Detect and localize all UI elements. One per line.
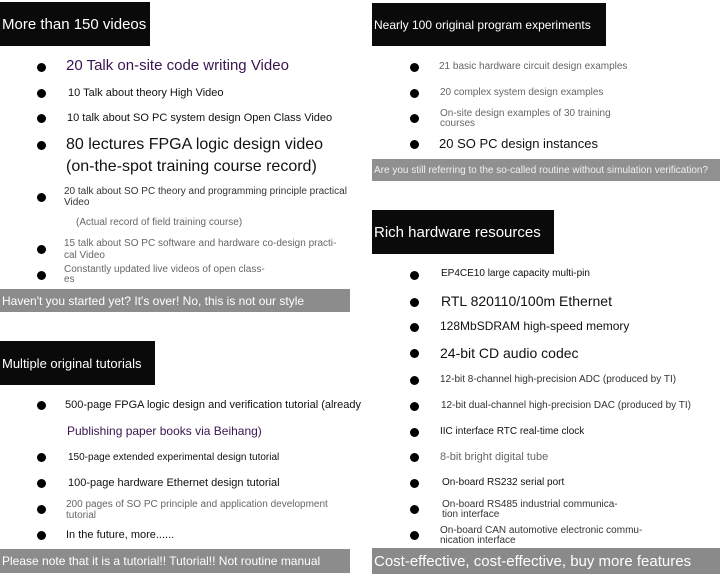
list-item-continuation: (on-the-spot training course record) [66, 158, 317, 175]
list-item-continuation: nication interface [440, 535, 516, 546]
bullet-icon [410, 531, 419, 540]
list-item: 8-bit bright digital tube [440, 451, 549, 463]
list-item: On-board CAN automotive electronic commu- [440, 525, 643, 536]
list-item: 128MbSDRAM high-speed memory [440, 319, 630, 333]
bullet-icon [37, 89, 46, 98]
list-item-continuation: Publishing paper books via Beihang) [67, 424, 262, 438]
list-item: 12-bit 8-channel high-precision ADC (produced by TI) [440, 374, 677, 385]
list-item: IIC interface RTC real-time clock [440, 426, 585, 437]
bullet-icon [37, 245, 46, 254]
left-banner-bottom [0, 549, 350, 573]
bullet-icon [37, 479, 46, 488]
list-item: 150-page extended experimental design tutorial [68, 452, 280, 463]
bullet-icon [410, 349, 419, 358]
bullet-icon [410, 63, 419, 72]
bullet-icon [37, 505, 46, 514]
list-item: 21 basic hardware circuit design examples [439, 61, 628, 72]
right-banner-bottom-text: Cost-effective, cost-effective, buy more features [374, 552, 692, 570]
bullet-icon [37, 531, 46, 540]
right-banner-bottom [372, 548, 720, 574]
tutorials-header-label: Multiple original tutorials [2, 355, 142, 371]
bullet-icon [410, 505, 419, 514]
videos-header [0, 2, 150, 46]
bullet-icon [410, 479, 419, 488]
list-item: EP4CE10 large capacity multi-pin [441, 268, 590, 279]
bullet-icon [37, 63, 46, 72]
bullet-icon [410, 140, 419, 149]
bullet-icon [37, 453, 46, 462]
bullet-icon [410, 114, 419, 123]
videos-header-label: More than 150 videos [2, 15, 147, 33]
bullet-icon [37, 271, 46, 280]
list-item: 15 talk about SO PC software and hardware co-design practi- [64, 238, 337, 249]
list-item: 20 SO PC design instances [439, 136, 598, 151]
list-item: 24-bit CD audio codec [440, 345, 579, 361]
bullet-icon [37, 401, 46, 410]
experiments-header-label: Nearly 100 original program experiments [374, 17, 591, 32]
list-item-continuation: courses [440, 118, 476, 129]
bullet-icon [410, 402, 419, 411]
bullet-icon [37, 141, 46, 150]
list-item: 80 lectures FPGA logic design video [66, 136, 324, 153]
right-banner-top-text: Are you still referring to the so-called routine without simulation verification? [374, 164, 709, 176]
bullet-icon [37, 193, 46, 202]
list-item-continuation: es [64, 274, 75, 285]
left-banner-top-text: Haven't you started yet? It's over! No, this is not our style [2, 293, 305, 308]
list-item: 20 Talk on-site code writing Video [66, 57, 289, 74]
list-item: 100-page hardware Ethernet design tutorial [68, 477, 280, 489]
list-item: On-board RS232 serial port [442, 477, 565, 488]
list-item: 200 pages of SO PC principle and application development [66, 499, 328, 510]
bullet-icon [410, 453, 419, 462]
right-banner-top [372, 159, 720, 181]
bullet-icon [410, 89, 419, 98]
list-item: 20 talk about SO PC theory and programming principle practical [64, 186, 347, 197]
bullet-icon [410, 271, 419, 280]
list-item-continuation: tion interface [442, 509, 500, 520]
list-item: On-board RS485 industrial communica- [442, 499, 618, 510]
experiments-header [372, 3, 606, 46]
list-item: 10 talk about SO PC system design Open Class Video [67, 112, 333, 124]
list-item: 10 Talk about theory High Video [68, 87, 224, 99]
list-note: (Actual record of field training course) [76, 217, 243, 228]
list-item-continuation: Video [64, 197, 90, 208]
list-item: On-site design examples of 30 training [440, 108, 611, 119]
list-item: 12-bit dual-channel high-precision DAC (produced by TI) [441, 400, 691, 411]
left-banner-top [0, 289, 350, 312]
list-item: RTL 820110/100m Ethernet [441, 293, 612, 309]
list-item-continuation: cal Video [64, 250, 105, 261]
list-item: 20 complex system design examples [440, 87, 604, 98]
list-item: 500-page FPGA logic design and verification tutorial (already [65, 399, 361, 411]
list-item: Constantly updated live videos of open class- [64, 264, 265, 275]
bullet-icon [37, 114, 46, 123]
list-item: In the future, more...... [66, 529, 175, 541]
hardware-header [372, 210, 554, 254]
hardware-header-label: Rich hardware resources [374, 223, 541, 241]
tutorials-header [0, 341, 155, 385]
bullet-icon [410, 323, 419, 332]
bullet-icon [410, 376, 419, 385]
bullet-icon [410, 298, 419, 307]
left-banner-bottom-text: Please note that it is a tutorial!! Tutorial!! Not routine manual [2, 554, 321, 568]
list-item-continuation: tutorial [66, 510, 97, 521]
bullet-icon [410, 428, 419, 437]
